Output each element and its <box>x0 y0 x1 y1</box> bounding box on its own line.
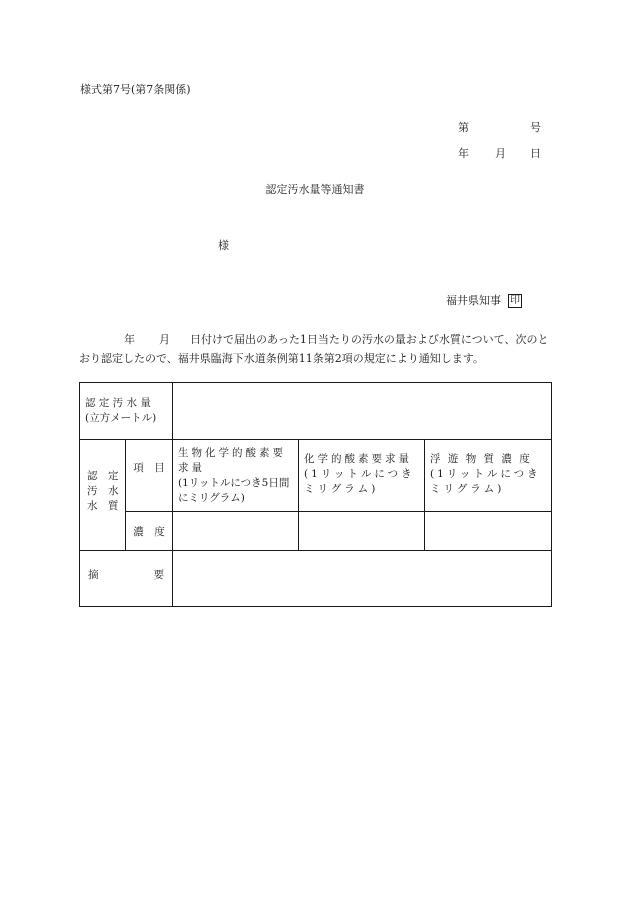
concentration-label: 濃 度 <box>133 525 165 538</box>
concentration-label-cell <box>126 512 173 551</box>
approved-volume-value[interactable] <box>173 383 552 440</box>
issue-date <box>458 145 541 161</box>
approved-volume-unit: (立方メートル) <box>85 412 157 424</box>
bod-value[interactable] <box>173 512 299 551</box>
notice-table <box>79 382 552 607</box>
item-label-cell <box>126 440 173 512</box>
date-day: 日 <box>530 147 541 160</box>
approved-volume-label: 認 定 汚 水 量 <box>85 397 151 409</box>
ss-header-cell <box>425 440 552 512</box>
item-label: 項 目 <box>133 461 165 474</box>
remarks-label-right: 要 <box>153 569 165 581</box>
ss-label: 浮 遊 物 質 濃 度 <box>430 453 532 465</box>
body-text: 日付けで届出のあった1日当たりの汚水の量および水質について、次のとおり認定したので、福井県臨海下水道条例第11条第2項の規定により通知します。 <box>79 333 549 365</box>
document-number-suffix: 号 <box>530 121 541 134</box>
notice-body <box>79 330 551 368</box>
recipient-suffix: 様 <box>218 239 229 252</box>
body-year: 年 <box>124 333 135 346</box>
cod-value[interactable] <box>299 512 425 551</box>
cod-label: 化学的酸素要求量 <box>304 453 413 465</box>
form-number: 様式第7号(第7条関係) <box>80 83 191 96</box>
cod-header-cell <box>299 440 425 512</box>
approved-quality-label-line2: 汚 水 <box>87 484 119 497</box>
date-month: 月 <box>495 147 506 160</box>
body-month: 月 <box>159 333 170 346</box>
ss-value[interactable] <box>425 512 552 551</box>
sender-name: 福井県知事 <box>446 294 501 307</box>
date-year: 年 <box>458 147 469 160</box>
document-number-label: 第 <box>458 121 469 134</box>
cod-unit: (1リットルにつきミリグラム) <box>304 468 415 495</box>
approved-quality-label-cell <box>80 440 126 551</box>
bod-header-cell <box>173 440 299 512</box>
ss-unit: (1リットルにつきミリグラム) <box>430 468 541 495</box>
approved-quality-label-line3: 水 質 <box>87 499 119 512</box>
approved-quality-label-line1: 認 定 <box>87 469 119 482</box>
approved-volume-label-cell <box>80 383 173 440</box>
bod-unit: (1リットルにつき5日間にミリグラム) <box>178 477 290 504</box>
remarks-label-left: 摘 <box>88 569 99 581</box>
sender <box>446 292 522 308</box>
bod-label: 生物化学的酸素要求量 <box>178 447 287 474</box>
document-title: 認定汚水量等通知書 <box>265 183 365 196</box>
seal-stamp: 印 <box>510 295 520 306</box>
remarks-label-cell <box>80 551 173 607</box>
remarks-value[interactable] <box>173 551 552 607</box>
